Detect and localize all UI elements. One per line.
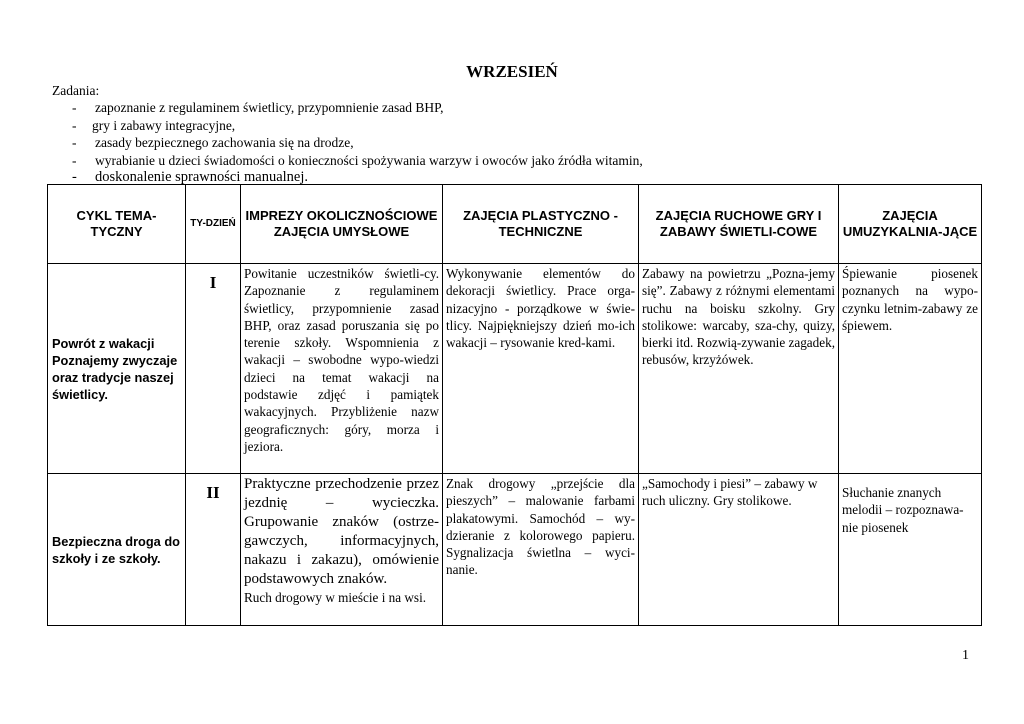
table-row — [48, 474, 982, 626]
art-cell: Znak drogowy „przejście dla pieszych” – malowanie farbami plakatowymi. Samochód – wy-dzieranie z kolorowego papieru. Sygnalizacja świetlna – wyci-nanie. — [443, 474, 639, 626]
task-text: zasady bezpiecznego zachowania się na drodze, — [95, 135, 354, 151]
events-text: Praktyczne przechodzenie przez jezdnię – wycieczka. Grupowanie znaków (ostrze-gawczych, informacyjnych, nakazu i zakazu), omówienie podstawowych znaków. — [244, 476, 439, 587]
task-dash: - — [72, 135, 77, 151]
task-text: zapoznanie z regulaminem świetlicy, przypomnienie zasad BHP, — [95, 100, 444, 116]
task-item — [52, 99, 643, 116]
task-text: wyrabianie u dzieci świadomości o konieczności spożywania warzyw i owoców jako źródła witamin, — [95, 152, 643, 168]
task-dash: - — [72, 117, 77, 133]
task-dash: - — [72, 100, 77, 116]
week-cell: I — [186, 264, 241, 474]
events-cell: Powitanie uczestników świetli-cy. Zapoznanie z regulaminem świetlicy, przypomnienie zasad BHP, oraz zasad poruszania się po terenie szkoły. Wspomnienia z wakacji – swobodne wypo-wiedzi dzieci na temat wakacji na podstawie zdjęć i pamiątek wakacyjnych. Przybliżenie nazw geograficznych: góry, morza i jeziora. — [241, 264, 443, 474]
games-cell: „Samochody i piesi” – zabawy w ruch uliczny. Gry stolikowe. — [639, 474, 839, 626]
theme-cell: Bezpieczna droga do szkoły i ze szkoły. — [48, 474, 186, 626]
events-extra-text: Ruch drogowy w mieście i na wsi. — [244, 590, 427, 605]
tasks-section — [52, 82, 643, 186]
music-cell: Słuchanie znanych melodii – rozpoznawa-nie piosenek — [839, 474, 982, 626]
theme-cell: Powrót z wakacji Poznajemy zwyczaje oraz tradycje naszej świetlicy. — [48, 264, 186, 474]
task-text: gry i zabawy integracyjne, — [92, 117, 236, 133]
page-number: 1 — [962, 648, 969, 663]
header-week: TY-DZIEŃ — [186, 185, 241, 264]
header-theme: CYKL TEMA-TYCZNY — [48, 185, 186, 264]
header-music: ZAJĘCIA UMUZYKALNIA-JĄCE — [839, 185, 982, 264]
art-cell: Wykonywanie elementów do dekoracji świetlicy. Prace orga-nizacyjno - porządkowe w świe-tlicy. Najpiękniejszy dzień mo-ich wakacji – rysowanie kred-kami. — [443, 264, 639, 474]
task-item — [52, 152, 643, 169]
events-cell — [241, 474, 443, 626]
page-title: WRZESIEŃ — [466, 62, 558, 81]
header-art: ZAJĘCIA PLASTYCZNO - TECHNICZNE — [443, 185, 639, 264]
header-games: ZAJĘCIA RUCHOWE GRY I ZABAWY ŚWIETLI-COWE — [639, 185, 839, 264]
task-dash: - — [72, 169, 77, 186]
task-text: doskonalenie sprawności manualnej. — [95, 169, 309, 186]
music-cell: Śpiewanie piosenek poznanych na wypo-czynku letnim-zabawy ze śpiewem. — [839, 264, 982, 474]
header-events: IMPREZY OKOLICZNOŚCIOWE ZAJĘCIA UMYSŁOWE — [241, 185, 443, 264]
week-cell: II — [186, 474, 241, 626]
table-row — [48, 264, 982, 474]
tasks-heading: Zadania: — [52, 83, 100, 98]
task-item — [52, 117, 643, 134]
table-header-row — [48, 185, 982, 264]
activity-plan-table — [47, 184, 982, 626]
games-cell: Zabawy na powietrzu „Pozna-jemy się”. Zabawy z różnymi elementami ruchu na boisku szkolny. Gry stolikowe: warcaby, sza-chy, quizy, bierki itd. Rozwią-zywanie zagadek, rebusów, krzyżówek. — [639, 264, 839, 474]
task-item — [52, 134, 643, 151]
task-dash: - — [72, 152, 77, 168]
